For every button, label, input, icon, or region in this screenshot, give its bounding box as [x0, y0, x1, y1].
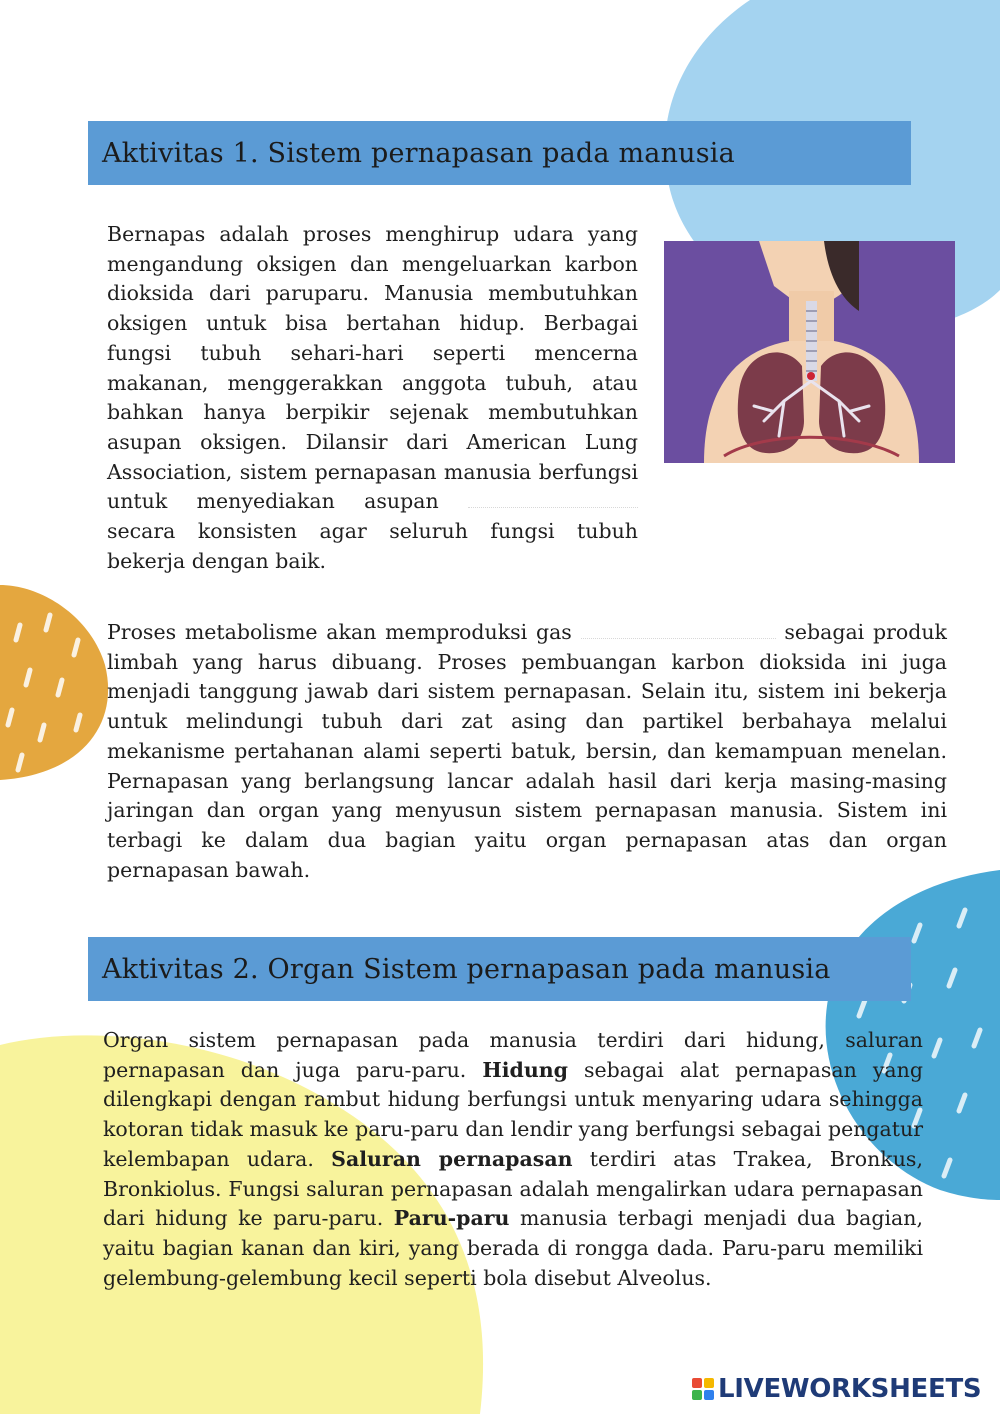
- section2-title: [88, 937, 911, 1001]
- orange-blob-left: [0, 585, 120, 785]
- section2-text-4: manusia terbagi menjadi dua bagian, yaitu bagian kanan dan kiri, yang berada di rongga dada. Paru-paru memiliki gelembung-gelembung kecil seperti bola disebut Alveolus.: [103, 1206, 923, 1290]
- liveworksheets-logo-text: LIVEWORKSHEETS: [718, 1374, 982, 1404]
- section1-paragraph-1-before: Bernapas adalah proses menghirup udara yang mengandung oksigen dan mengeluarkan karbon dioksida dari paruparu. Manusia membutuhkan oksigen untuk bisa bertahan hidup. Berbagai fungsi tubuh sehari-hari seperti mencerna makanan, menggerakkan anggota tubuh, atau bahkan hanya berpikir sejenak membutuhkan asupan oksigen. Dilansir dari American Lung Association, sistem pernapasan manusia berfungsi untuk menyediakan asupan: [107, 222, 638, 514]
- respiratory-system-illustration: [664, 241, 955, 463]
- section2-title-text: Aktivitas 2. Organ Sistem pernapasan pada manusia: [102, 953, 831, 985]
- section2-text-2: sebagai alat pernapasan yang dilengkapi dengan rambut hidung berfungsi untuk menyaring udara sehingga kotoran tidak masuk ke paru-paru dan lendir yang berfungsi sebagai pengatur kelembapan udara.: [103, 1057, 923, 1171]
- section1-paragraph-1-after: secara konsisten agar seluruh fungsi tubuh bekerja dengan baik.: [107, 519, 638, 573]
- liveworksheets-logo-icon: [692, 1378, 714, 1400]
- term-saluran-pernapasan: Saluran pernapasan: [331, 1146, 573, 1171]
- section2-paragraph: [103, 1026, 923, 1293]
- section1-paragraph-2-after: sebagai produk limbah yang harus dibuang. Proses pembuangan karbon dioksida ini juga menjadi tanggung jawab dari sistem pernapasan. Selain itu, sistem ini bekerja untuk melindungi tubuh dari zat asing dan partikel berbahaya melalui mekanisme pertahanan alami seperti batuk, bersin, dan kemampuan menelan. Pernapasan yang berlangsung lancar adalah hasil dari kerja masing-masing jaringan dan organ yang menyusun sistem pernapasan manusia. Sistem ini terbagi ke dalam dua bagian yaitu organ pernapasan atas dan organ pernapasan bawah.: [107, 620, 947, 882]
- term-paru-paru: Paru-paru: [393, 1206, 510, 1231]
- section1-paragraph-1: [107, 220, 638, 576]
- section1-title-text: Aktivitas 1. Sistem pernapasan pada manusia: [102, 137, 735, 169]
- section1-paragraph-2: [107, 618, 947, 885]
- section2-text-3: terdiri atas Trakea, Bronkus, Bronkiolus. Fungsi saluran pernapasan adalah mengalirkan udara pernapasan dari hidung ke paru-paru.: [103, 1146, 923, 1231]
- section2-text-1: Organ sistem pernapasan pada manusia terdiri dari hidung, saluran pernapasan dan juga paru-paru.: [103, 1028, 923, 1082]
- term-hidung: Hidung: [482, 1057, 568, 1082]
- section1-paragraph-2-before: Proses metabolisme akan memproduksi gas: [107, 620, 572, 644]
- answer-blank-2[interactable]: [581, 638, 776, 639]
- section1-title: [88, 121, 911, 185]
- answer-blank-1[interactable]: [468, 507, 638, 508]
- liveworksheets-logo: [692, 1374, 981, 1404]
